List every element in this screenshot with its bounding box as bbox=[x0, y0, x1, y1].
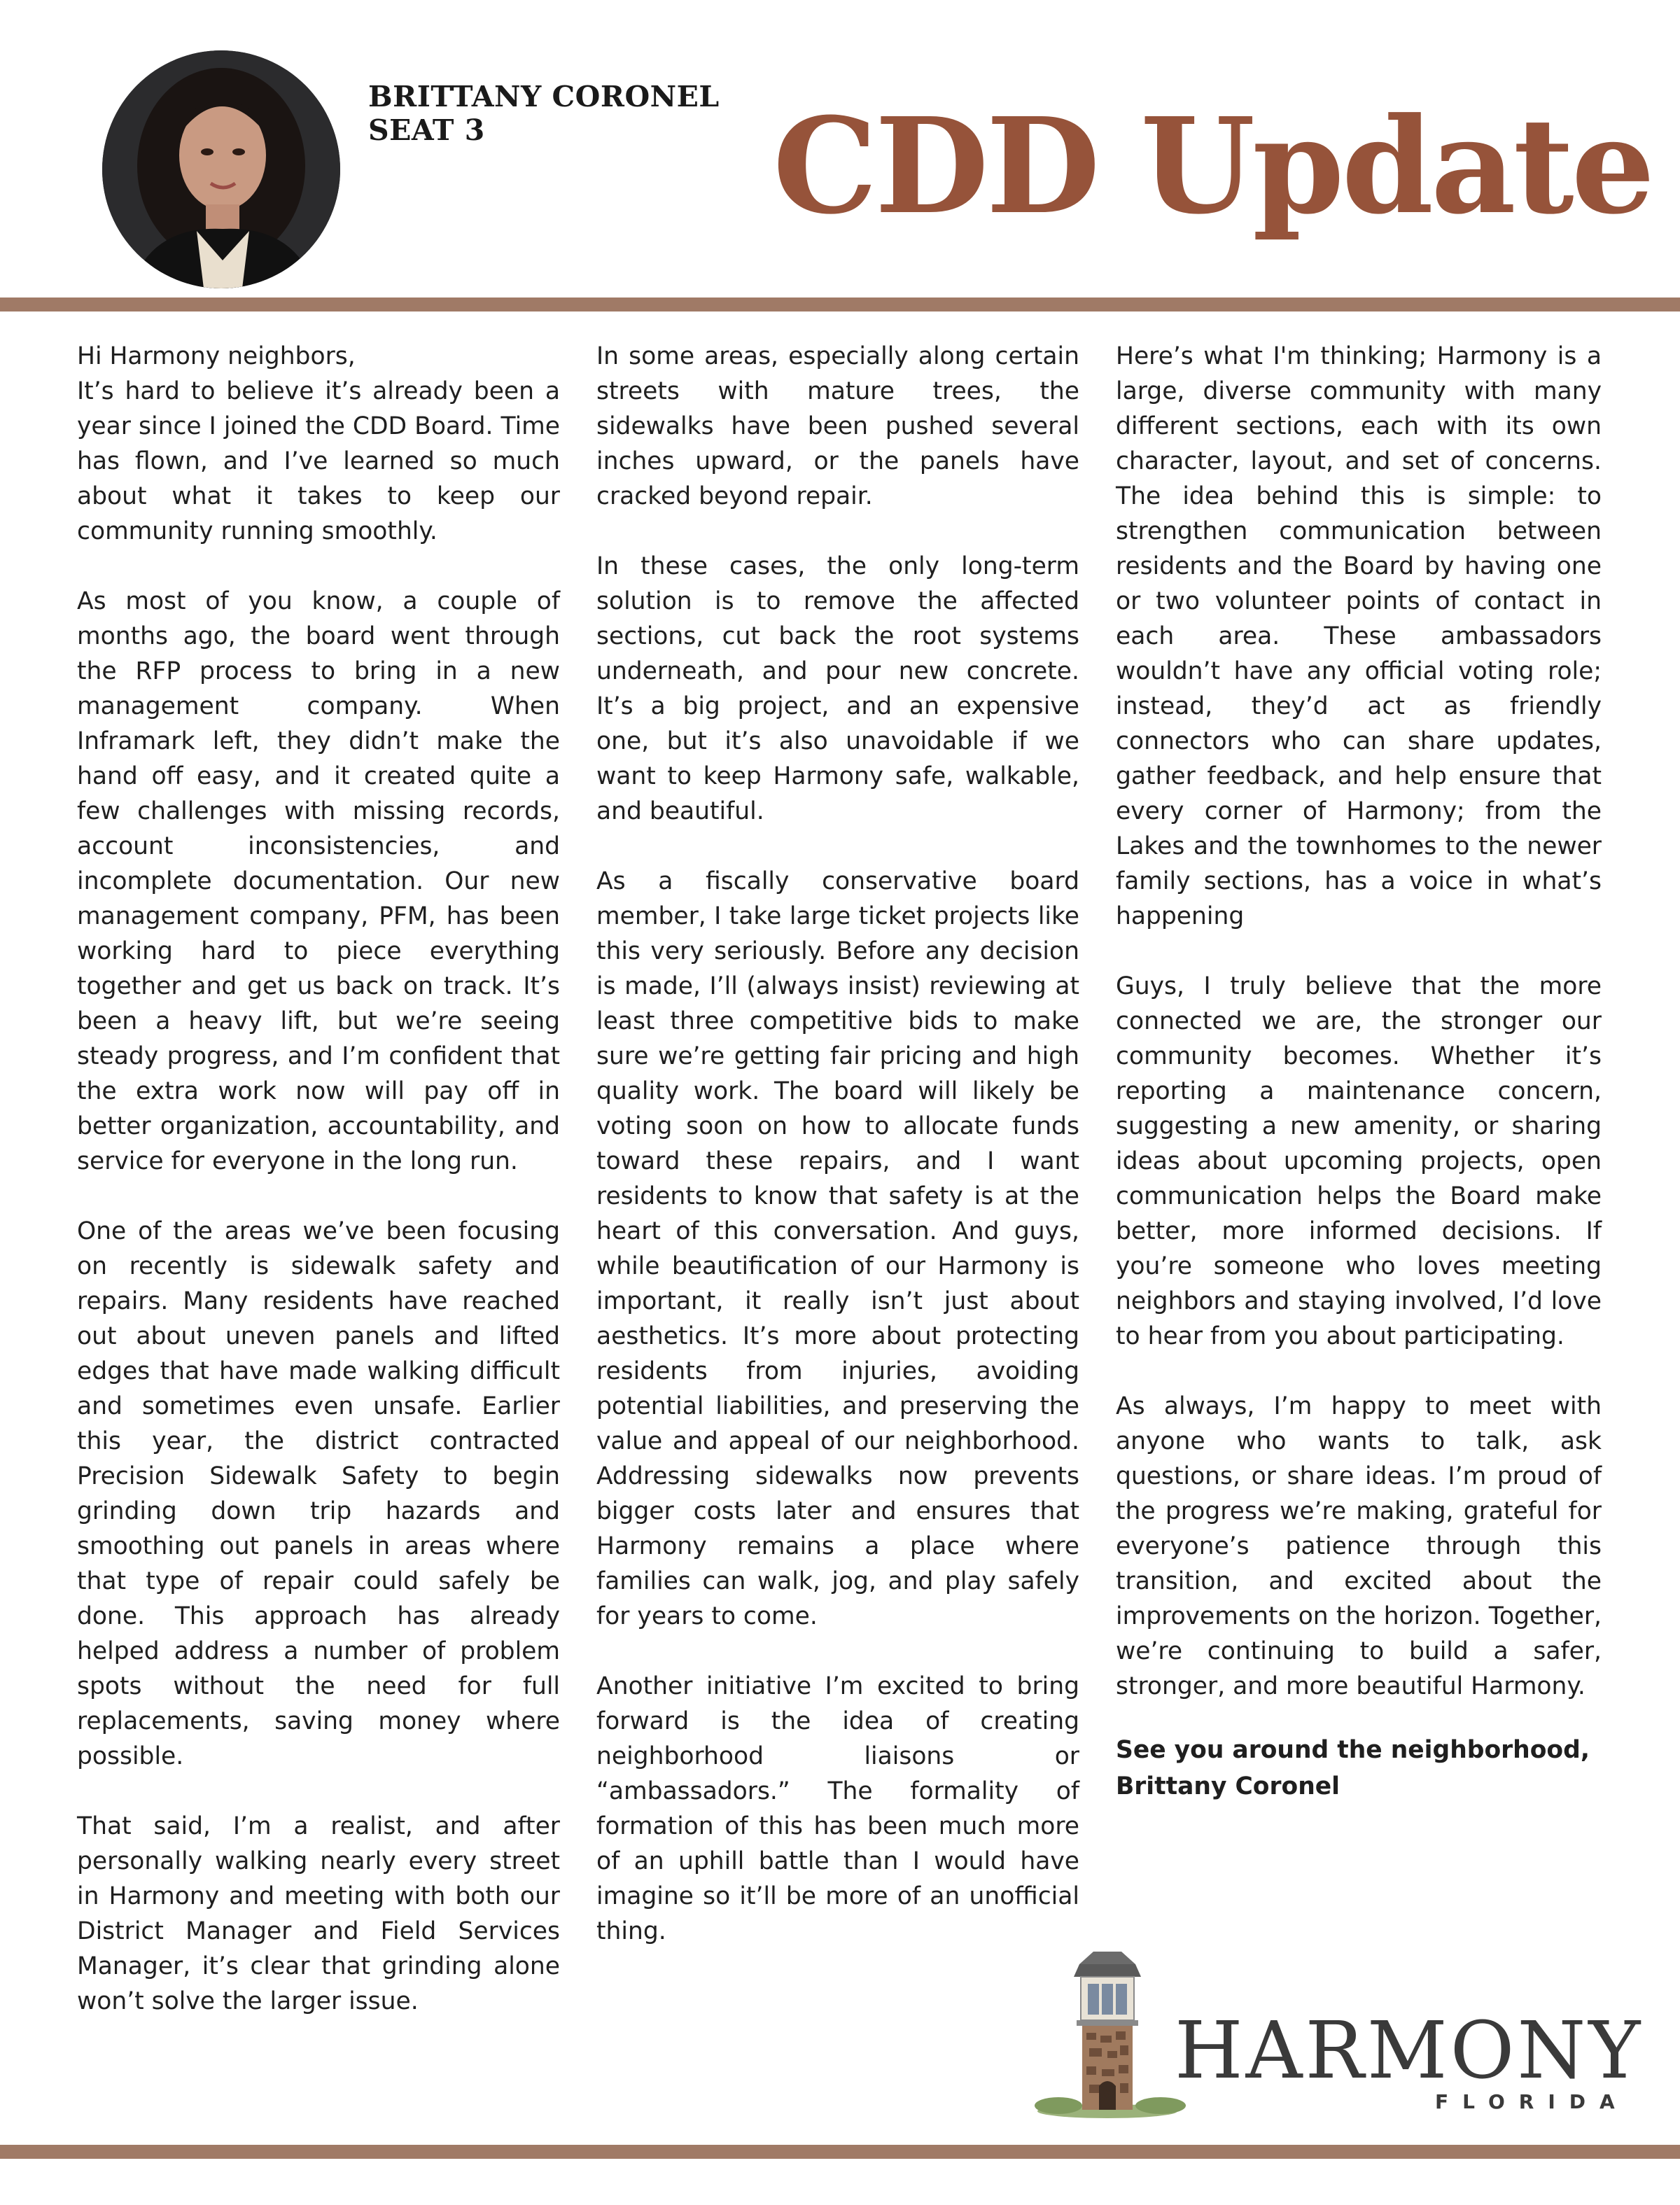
logo-wordmark: HARMONY bbox=[1175, 2005, 1644, 2096]
paragraph: One of the areas we’ve been focusing on recently is sidewalk safety and repairs. Many residents have reached out about uneven panels and lifted edges that have made walking difficult and sometimes even unsafe. Earlier this year, the district contracted Precision Sidewalk Safety to begin grinding down trip hazards and smoothing out panels in areas where that type of repair could safely be done. This approach has already helped address a number of problem spots without the need for full replacements, saving money where possible. bbox=[77, 1217, 560, 1770]
author-name: BRITTANY CORONEL bbox=[368, 80, 720, 113]
paragraph: That said, I’m a realist, and after personally walking nearly every street in Harmony and meeting with both our District Manager and Field Services Manager, it’s clear that grinding alone won’t solve the larger issue. bbox=[77, 1812, 560, 2015]
paragraph: Guys, I truly believe that the more connected we are, the stronger our community becomes. Whether it’s reporting a maintenance concern, suggesting a new amenity, or sharing ideas about upcoming projects, open communication helps the Board make better, more informed decisions. If you’re someone who loves meeting neighbors and staying involved, I’d love to hear from you about participating. bbox=[1116, 972, 1602, 1350]
signoff-name: Brittany Coronel bbox=[1116, 1772, 1340, 1800]
paragraph: In some areas, especially along certain streets with mature trees, the sidewalks have been pushed several inches upward, or the panels have cracked beyond repair. bbox=[596, 342, 1079, 510]
signoff bbox=[1116, 1732, 1602, 1805]
paragraph: As always, I’m happy to meet with anyone who wants to talk, ask questions, or share ideas. I’m proud of the progress we’re making, grateful for everyone’s patience through this transition, and excited about the improvements on the horizon. Together, we’re continuing to build a safer, stronger, and more beautiful Harmony. bbox=[1116, 1392, 1602, 1700]
author-byline bbox=[368, 80, 720, 147]
top-divider bbox=[0, 298, 1680, 312]
paragraph: Another initiative I’m excited to bring forward is the idea of creating neighborhood liaisons or “ambassadors.” The formality of formation of this has been much more of an uphill battle than I would have imagine so it’ll be more of an unofficial thing. bbox=[596, 1672, 1079, 1945]
page-title: CDD Update bbox=[773, 89, 1653, 244]
paragraph: It’s hard to believe it’s already been a year since I joined the CDD Board. Time has flown, and I’ve learned so much about what it takes to keep our community running smoothly. bbox=[77, 377, 560, 545]
paragraph: Here’s what I'm thinking; Harmony is a large, diverse community with many different sections, each with its own character, layout, and set of concerns. The idea behind this is simple: to strengthen communication between residents and the Board by having one or two volunteer points of contact in each area. These ambassadors wouldn’t have any official voting role; instead, they’d act as friendly connectors who can share updates, gather feedback, and help ensure that every corner of Harmony; from the Lakes and the townhomes to the newer family sections, has a voice in what’s happening bbox=[1116, 342, 1602, 930]
greeting: Hi Harmony neighbors, bbox=[77, 342, 356, 370]
author-photo bbox=[102, 50, 340, 288]
portrait-photo-icon bbox=[102, 50, 340, 288]
article-column-1 bbox=[77, 339, 560, 2054]
article-column-3 bbox=[1116, 339, 1602, 1805]
signoff-line: See you around the neighborhood, bbox=[1116, 1736, 1590, 1764]
bottom-divider bbox=[0, 2145, 1680, 2159]
paragraph: As a fiscally conservative board member, I take large ticket projects like this very seriously. Before any decision is made, I’ll (always insist) reviewing at least three competitive bids to make sure we’re getting fair pricing and high quality work. The board will likely be voting soon on how to allocate funds toward these repairs, and I want residents to know that safety is at the heart of this conversation. And guys, while beautification of our Harmony is important, it really isn’t just about aesthetics. It’s more about protecting residents from injuries, avoiding potential liabilities, and preserving the value and appeal of our neighborhood. Addressing sidewalks now prevents bigger costs later and ensures that Harmony remains a place where families can walk, jog, and play safely for years to come. bbox=[596, 867, 1079, 1630]
author-seat: SEAT 3 bbox=[368, 113, 485, 147]
paragraph: As most of you know, a couple of months ago, the board went through the RFP process to bring in a new management company. When Inframark left, they didn’t make the hand off easy, and it created quite a few challenges with missing records, account inconsistencies, and incomplete documentation. Our new management company, PFM, has been working hard to piece everything together and get us back on track. It’s been a heavy lift, but we’re seeing steady progress, and I’m confident that the extra work now will pay off in better organization, accountability, and service for everyone in the long run. bbox=[77, 587, 560, 1175]
harmony-logo bbox=[1030, 1946, 1644, 2121]
tower-icon bbox=[1030, 1946, 1191, 2121]
paragraph: In these cases, the only long-term solution is to remove the affected sections, cut back the root systems underneath, and pour new concrete. It’s a big project, and an expensive one, but it’s also unavoidable if we want to keep Harmony safe, walkable, and beautiful. bbox=[596, 552, 1079, 825]
logo-subtext: FLORIDA bbox=[1435, 2090, 1629, 2113]
article-column-2 bbox=[596, 339, 1079, 1984]
